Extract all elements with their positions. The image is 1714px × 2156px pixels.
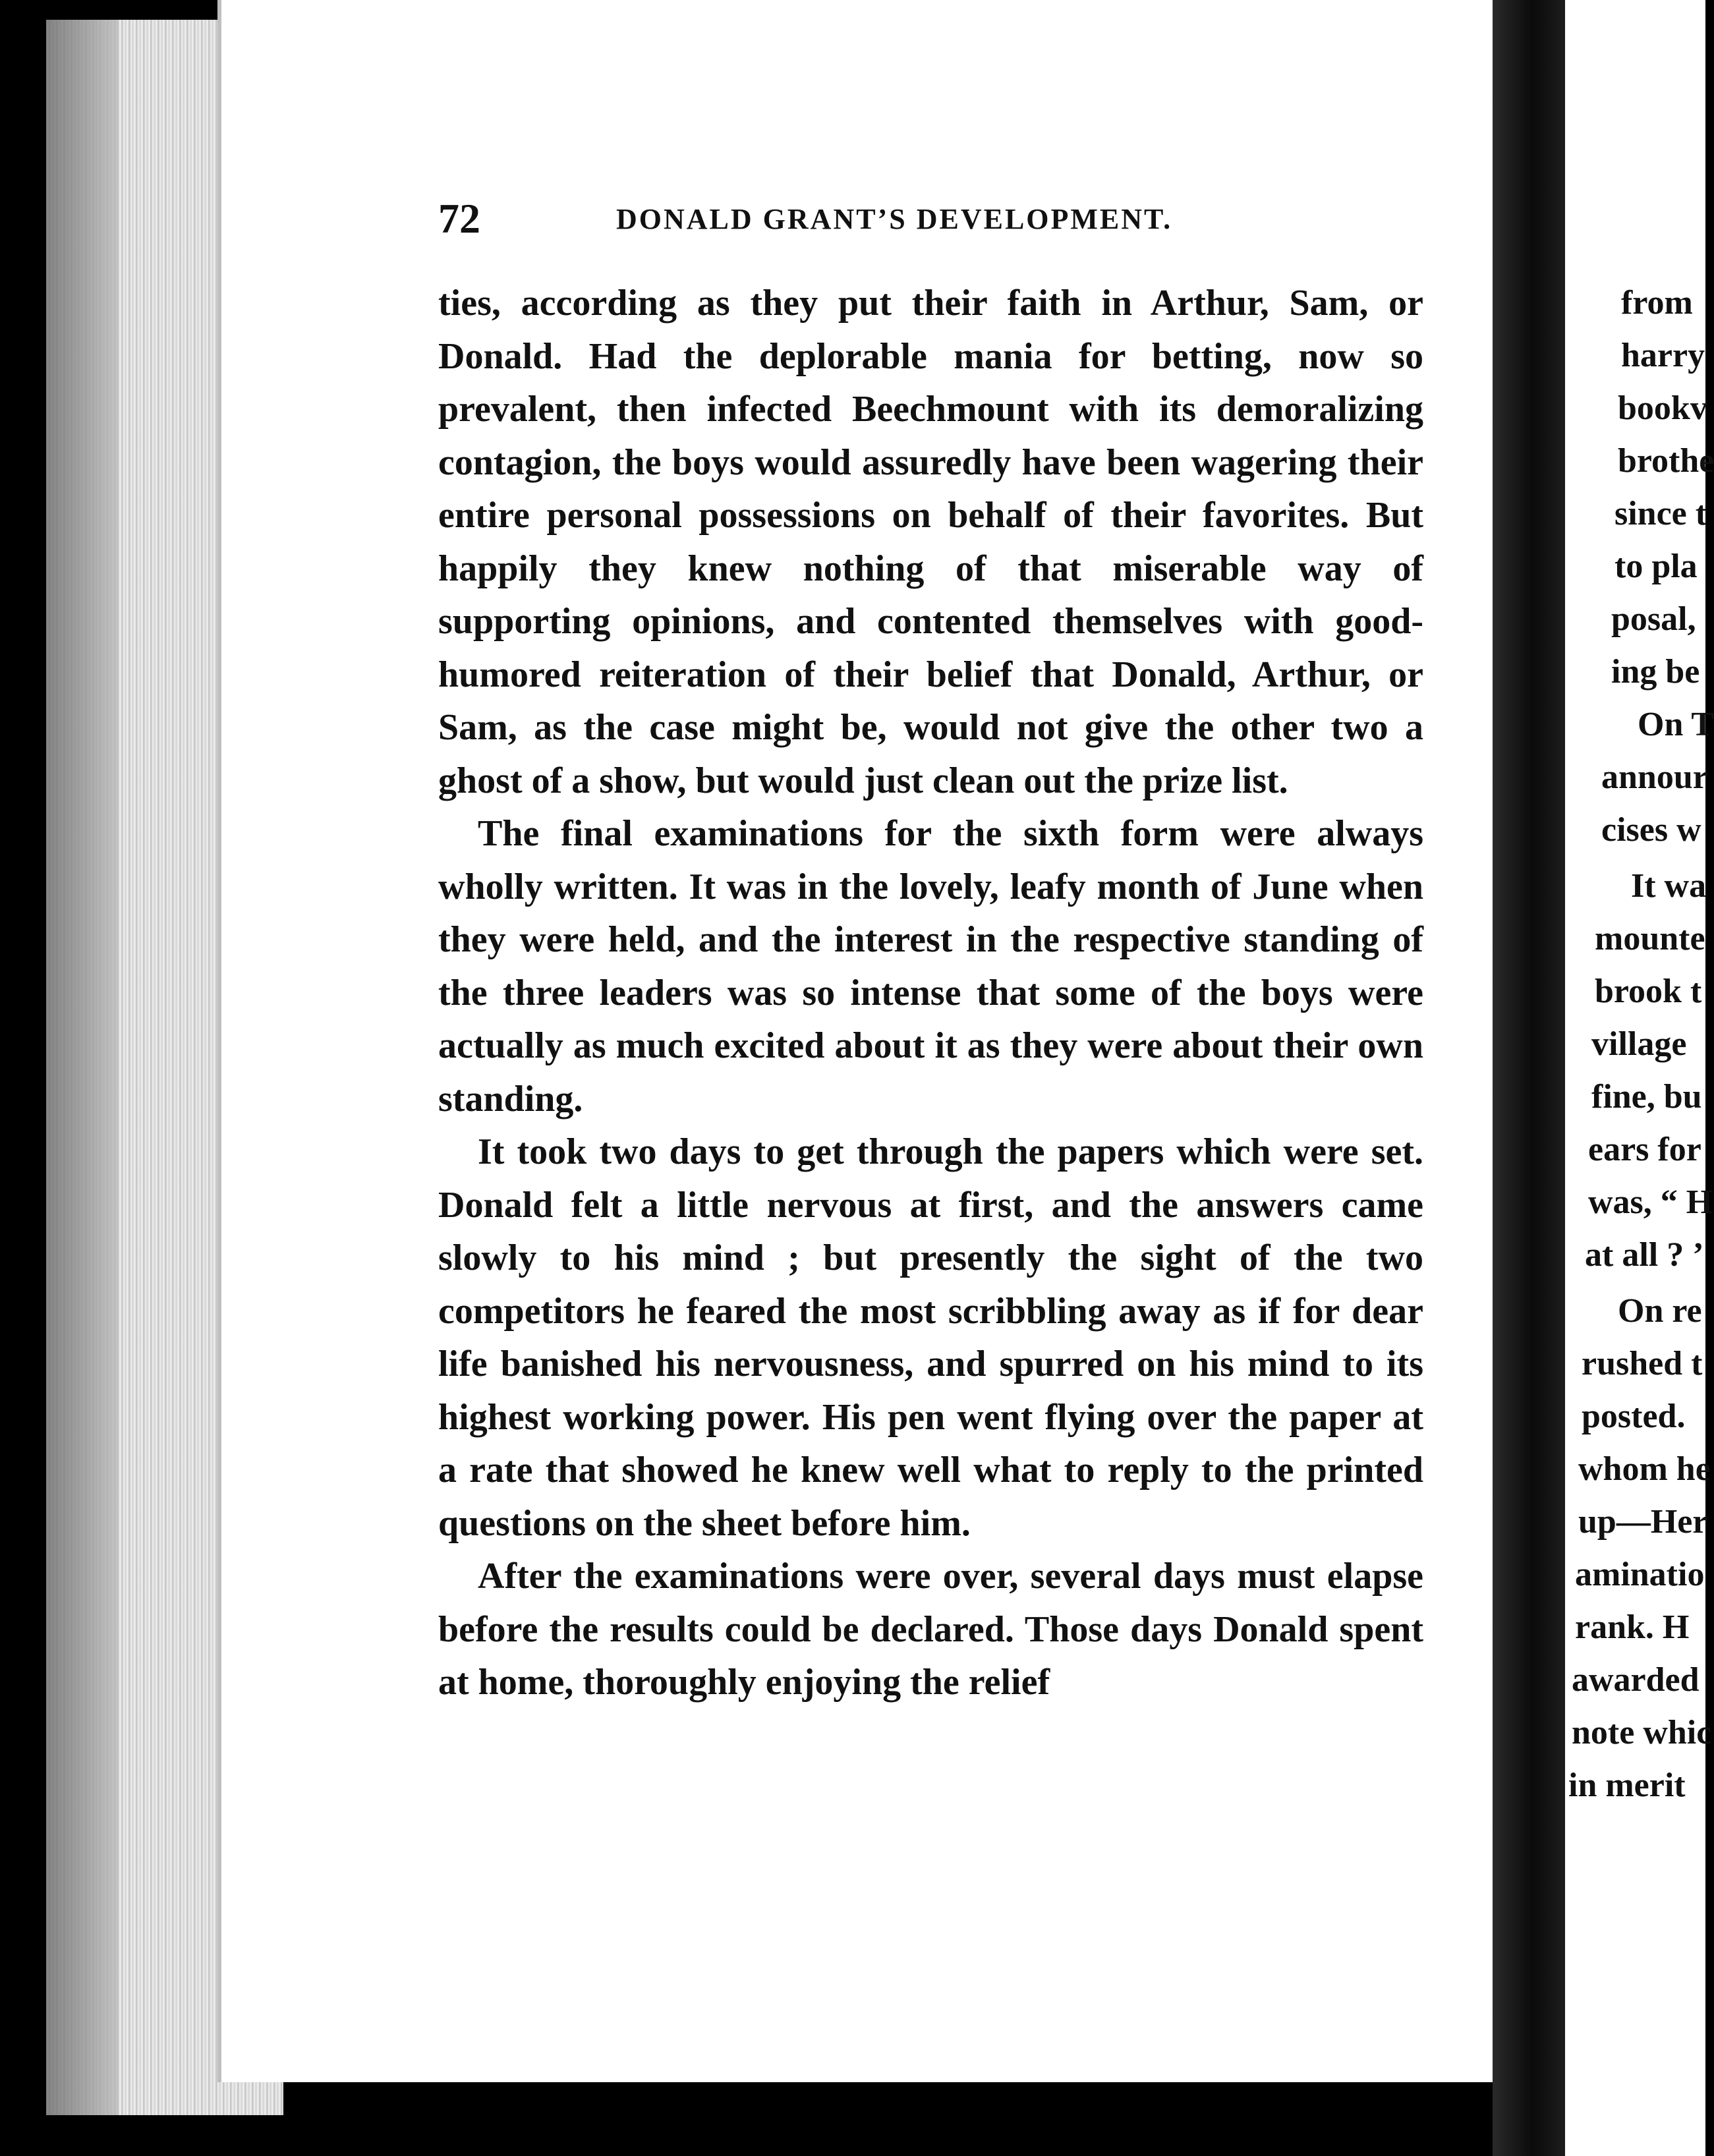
page-edges-shadow [46, 20, 119, 2115]
page-number: 72 [438, 195, 480, 242]
facing-line: from [1621, 284, 1693, 322]
paragraph: After the examinations were over, several days must elapse before the results could be declared. Those days Donald spent at home, thoroughly enjoying the relief [438, 1556, 1423, 1703]
facing-line: aminatio [1575, 1556, 1705, 1593]
facing-line: posted. [1582, 1398, 1686, 1435]
facing-line: awarded [1572, 1661, 1700, 1699]
facing-line: posal, [1611, 600, 1696, 638]
facing-line: mounte [1595, 920, 1705, 957]
facing-line: bookv [1618, 389, 1707, 427]
facing-line: was, “ H [1588, 1183, 1713, 1221]
facing-page [1565, 0, 1714, 2156]
facing-line: note whic [1572, 1714, 1712, 1751]
facing-line: ing be [1611, 653, 1700, 691]
paragraph: The final examinations for the sixth form were always wholly written. It was in the lovely, leafy month of June when they were held, and the interest in the respective standing of the three leaders was so intense that some of the boys were actually as much excited about it as they were about their own standing. [438, 813, 1423, 1120]
facing-line: On T [1638, 706, 1714, 743]
facing-line: in merit [1568, 1767, 1686, 1804]
facing-line: brothe [1618, 442, 1714, 480]
facing-line: rank. H [1575, 1608, 1690, 1646]
running-title: DONALD GRANT’S DEVELOPMENT. [616, 203, 1173, 235]
facing-line: rushed t [1582, 1345, 1703, 1382]
facing-line: harry [1621, 337, 1705, 374]
facing-line: up—Her [1578, 1503, 1708, 1541]
facing-line: whom he [1578, 1450, 1711, 1488]
gutter-shadow [1493, 0, 1565, 2156]
facing-line: brook t [1595, 973, 1702, 1010]
paragraph: It took two days to get through the papers which were set. Donald felt a little nervous at first, and the answers came slowly to his mind ; but presently the sight of the two competitors he feared the most scribbling away as if for dear life banished his nervousness, and spurred on his mind to its highest working power. His pen went flying over the paper at a rate that showed he knew well what to reply to the printed questions on the sheet before him. [438, 1131, 1423, 1544]
facing-line: It wa [1631, 867, 1707, 905]
facing-line: to pla [1614, 548, 1698, 585]
facing-line: fine, bu [1591, 1078, 1702, 1116]
facing-line: village [1591, 1025, 1687, 1063]
facing-line: On re [1618, 1292, 1702, 1330]
facing-line: ears for [1588, 1131, 1701, 1168]
facing-line: at all ? ’ [1585, 1236, 1704, 1274]
facing-line: cises w [1601, 811, 1701, 849]
facing-line: since t [1614, 495, 1707, 532]
paragraph: ties, according as they put their faith in Arthur, Sam, or Donald. Had the deplorable mania for betting, now so prevalent, then infected Beechmount with its demoralizing contagion, the boys would assuredly have been wagering their entire personal possessions on behalf of their favorites. But happily they knew nothing of that miserable way of supporting opinions, and contented themselves with good-humored reiteration of their belief that Donald, Arthur, or Sam, as the case might be, would not give the other two a ghost of a show, but would just clean out the prize list. [438, 283, 1423, 801]
facing-line: annour [1601, 758, 1708, 796]
body-text [438, 277, 1423, 1709]
